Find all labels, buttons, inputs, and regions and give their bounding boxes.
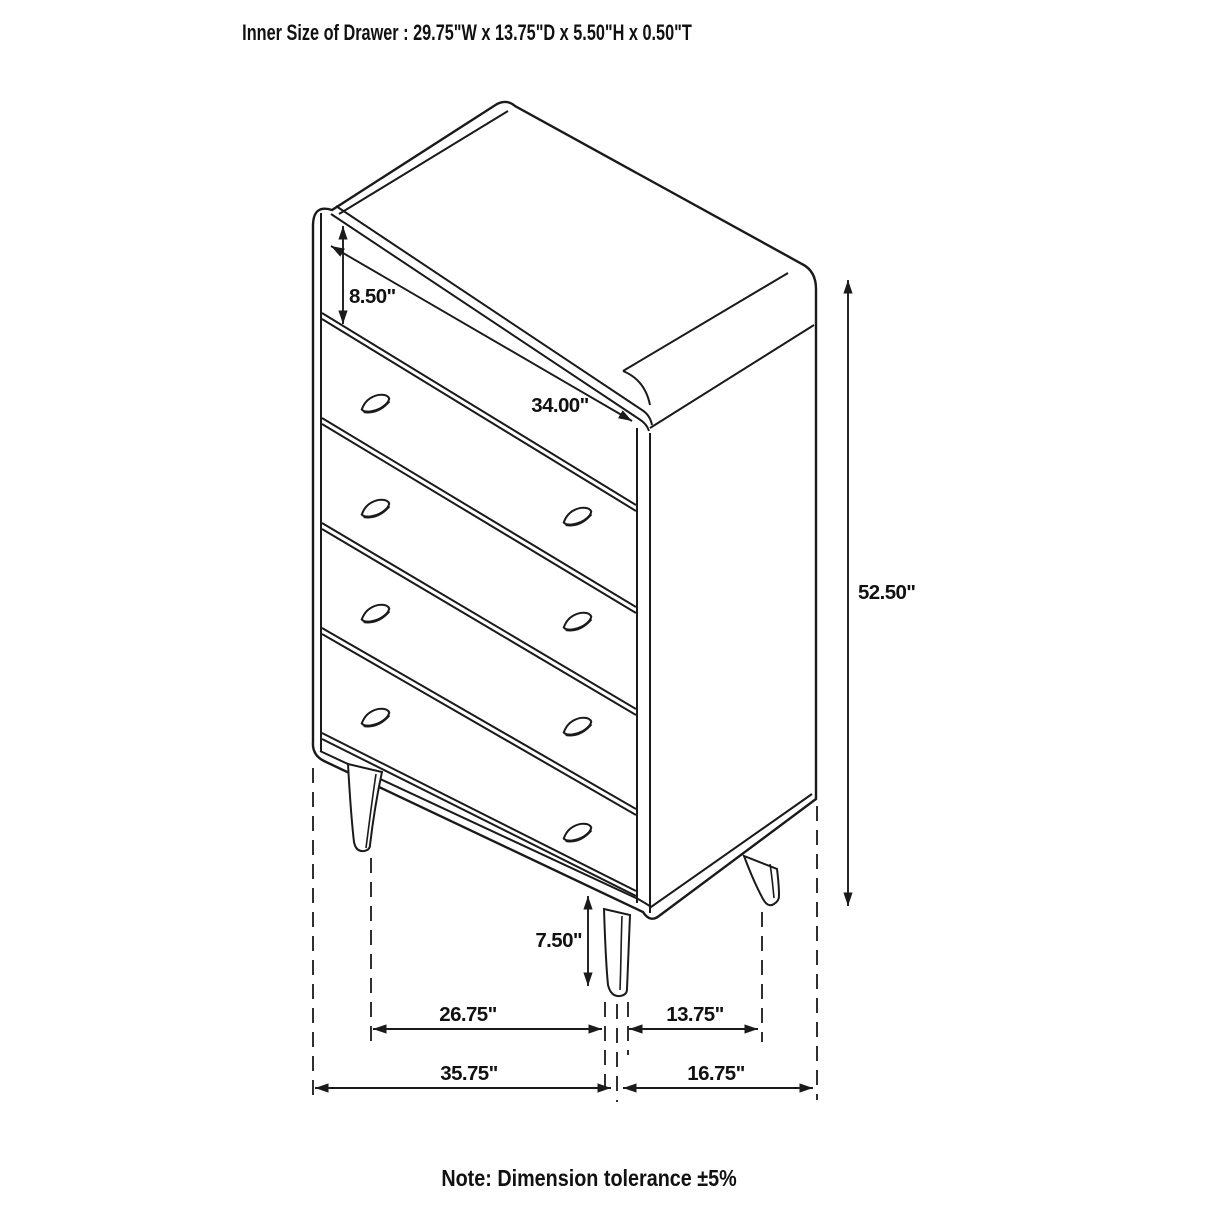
dimension-label: 26.75" bbox=[439, 1003, 497, 1026]
dimension-overall-height bbox=[848, 280, 915, 906]
front-left-leg bbox=[348, 764, 382, 851]
front-right-leg bbox=[604, 909, 630, 996]
dresser-illustration bbox=[313, 102, 816, 996]
dimension-side-feet-spacing bbox=[629, 1003, 758, 1029]
dresser-outline bbox=[313, 102, 816, 919]
dimension-label: 7.50" bbox=[535, 929, 582, 952]
dimension-overall-depth bbox=[623, 1062, 813, 1088]
dimension-label: 34.00" bbox=[531, 394, 589, 417]
dimension-label: 16.75" bbox=[687, 1062, 745, 1085]
diagram-title bbox=[242, 21, 692, 46]
title-text: Inner Size of Drawer : 29.75"W x 13.75"D x 5.50"H x 0.50"T bbox=[242, 20, 692, 46]
dimension-label: 8.50" bbox=[349, 285, 396, 308]
diagram-note bbox=[441, 1166, 736, 1192]
dimension-label: 13.75" bbox=[666, 1003, 724, 1026]
dimension-overall-width bbox=[315, 1062, 611, 1088]
dimension-label: 52.50" bbox=[858, 581, 916, 604]
dimension-leg-height bbox=[535, 896, 588, 986]
dimension-label: 35.75" bbox=[440, 1062, 498, 1085]
dimension-front-feet-spacing bbox=[373, 1003, 602, 1029]
note-text: Note: Dimension tolerance ±5% bbox=[441, 1165, 737, 1192]
